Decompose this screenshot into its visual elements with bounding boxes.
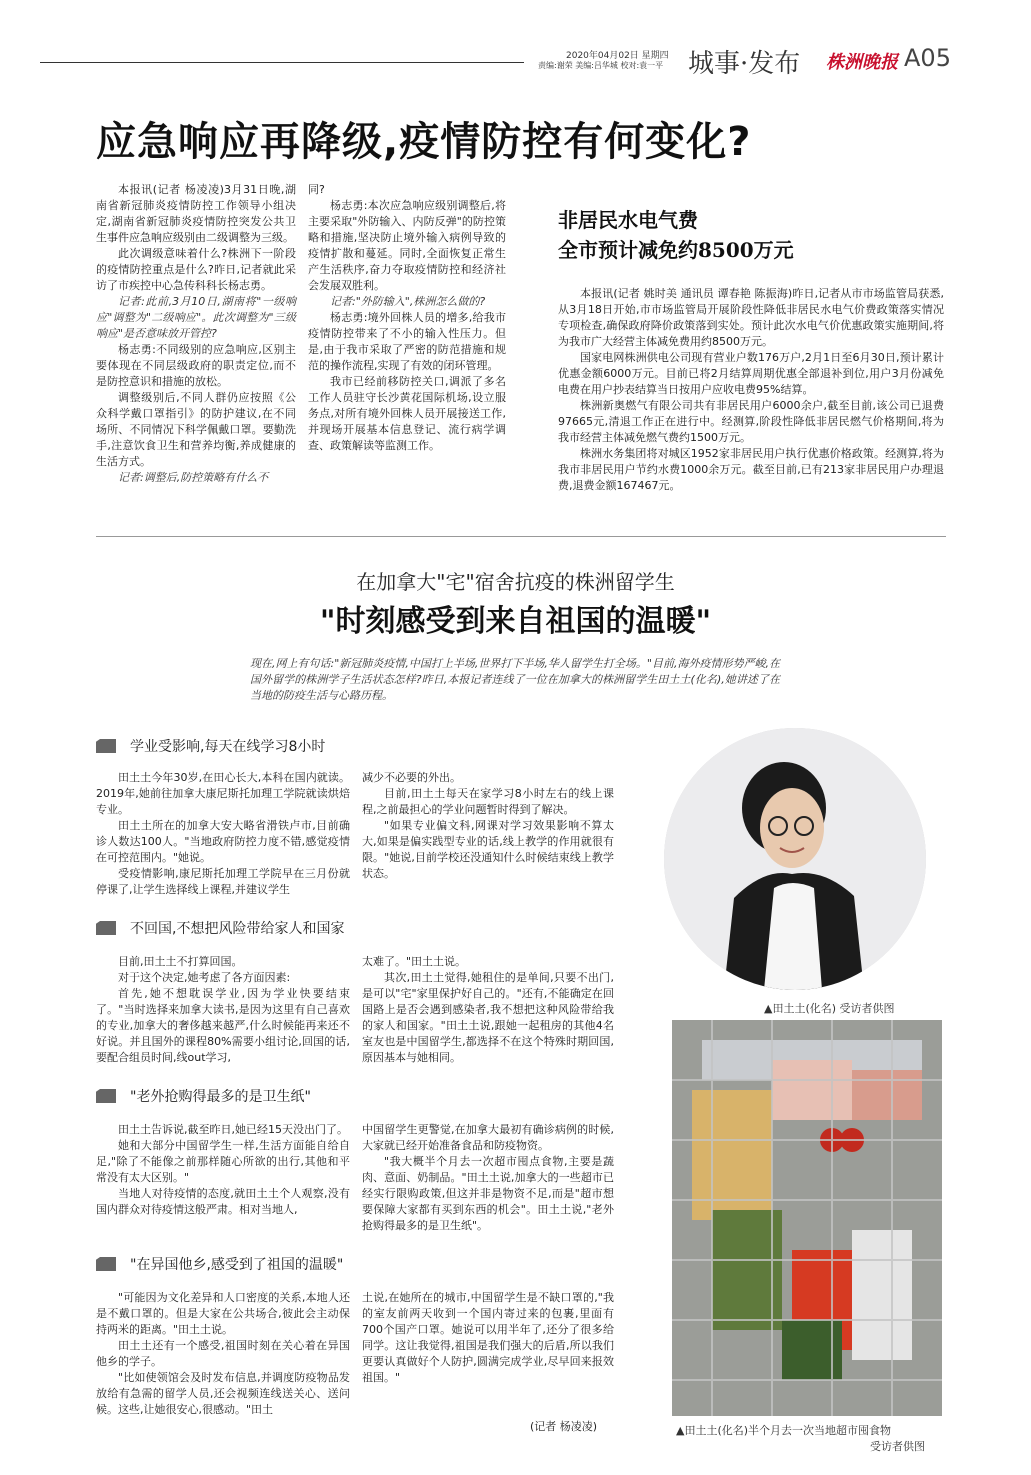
article1-col2 <box>308 182 506 454</box>
paragraph: 目前,田土土不打算回国。 <box>118 955 243 968</box>
paragraph: 株洲新奥燃气有限公司共有非居民用户6000余户,截至目前,该公司已退费97665元,清退工作正在进行中。经测算,阶段性降低非居民燃气价格期间,将为我市经营主体减免燃气费约1500万元。 <box>558 399 944 444</box>
paragraph: 国家电网株洲供电公司现有营业户数176万户,2月1日至6月30日,预计累计优惠金额6000万元。目前已将2月结算周期优惠全部退补到位,用户3月份减免电费在用户抄表结算当日按用户应收电费95%结算。 <box>558 351 944 396</box>
portrait-illustration <box>664 728 926 990</box>
page-number: A05 <box>904 44 951 72</box>
paragraph: 我市已经前移防控关口,调派了多名工作人员驻守长沙黄花国际机场,设立服务点,对所有境外回株人员开展接送工作,并现场开展基本信息登记、流行病学调查、政策解读等监测工作。 <box>308 375 506 452</box>
paragraph: 同? <box>308 183 325 196</box>
paragraph: 首先,她不想耽误学业,因为学业快要结束了。"当时选择来加拿大读书,是因为这里有自己喜欢的专业,加拿大的奢侈越来越严,什么时候能再来还不好说。并且国外的课程80%需要小组讨论,回国的话,要配合组员时间,线out学习, <box>96 987 350 1064</box>
paragraph: 土说,在她所在的城市,中国留学生是不缺口罩的,"我的室友前两天收到一个国内寄过来的包裹,里面有700个国产口罩。她说可以用半年了,还分了很多给同学。这让我觉得,祖国是我们强大的后盾,所以我们更要认真做好个人防护,圆满完成学业,尽早回来报效祖国。" <box>362 1291 614 1384</box>
paragraph: "比如使领馆会及时发布信息,并调度防疫物品发放给有急需的留学人员,还会视频连线送关心、送问候。这些,让她很安心,很感动。"田土 <box>96 1371 350 1416</box>
header-date: 2020年04月02日 星期四 <box>566 51 669 61</box>
article2-title-line1: 非居民水电气费 <box>558 208 698 232</box>
paragraph: "如果专业偏文科,网课对学习效果影响不算太大,如果是偏实践型专业的话,线上教学的作用就很有限。"她说,目前学校还没通知什么时候结束线上教学状态。 <box>362 819 614 880</box>
page-headline: 应急响应再降级,疫情防控有何变化? <box>96 119 752 165</box>
header-rule <box>40 62 524 63</box>
paragraph: 对于这个决定,她考虑了各方面因素: <box>118 971 291 984</box>
paragraph: 当地人对待疫情的态度,就田土土个人观察,没有国内群众对待疫情这般严肃。相对当地人, <box>96 1187 350 1216</box>
paragraph: 记者:调整后,防控策略有什么不 <box>118 471 269 484</box>
section-marker-icon <box>96 1089 116 1103</box>
section-marker-icon <box>96 739 116 753</box>
paragraph: 本报讯(记者 姚时美 通讯员 谭春艳 陈振海)昨日,记者从市市场监管局获悉,从3月18日开始,市市场监管局开展阶段性降低非居民水电气价费政策落实情况专项检查,确保政府降价政策落到实处。预计此次水电气价优惠政策实施期间,将为我市广大经营主体减免费用约8500万元。 <box>558 287 944 348</box>
paragraph: 杨志勇:本次应急响应级别调整后,将主要采取"外防输入、内防反弹"的防控策略和措施,坚决防止境外输入病例导致的疫情扩散和蔓延。同时,全面恢复正常生产生活秩序,奋力夺取疫情防控和经济社会发展双胜利。 <box>308 199 506 292</box>
section3-col2 <box>362 1122 614 1234</box>
feature-title: "时刻感受到来自祖国的温暖" <box>319 604 712 639</box>
paragraph: 杨志勇:境外回株人员的增多,给我市疫情防控带来了不小的输入性压力。但是,由于我市采取了严密的防范措施和规范的操作流程,实现了有效的闭环管理。 <box>308 311 506 372</box>
paragraph: 田土土今年30岁,在田心长大,本科在国内就读。2019年,她前往加拿大康尼斯托加理工学院就读烘焙专业。 <box>96 771 350 816</box>
article1-col1 <box>96 182 296 486</box>
paragraph: 杨志勇:不同级别的应急响应,区别主要体现在不同层级政府的职责定位,而不是防控意识和措施的放松。 <box>96 343 296 388</box>
shopping-cart-photo <box>672 1020 942 1416</box>
portrait-photo <box>664 728 926 990</box>
feature-kicker: 在加拿大"宅"宿舍抗疫的株洲留学生 <box>356 570 675 594</box>
section-title: 城事·发布 <box>688 49 801 79</box>
section4-col2 <box>362 1290 614 1386</box>
paragraph: 记者:"外防输入",株洲怎么做的? <box>330 295 486 308</box>
paragraph: 田土土告诉说,截至昨日,她已经15天没出门了。 <box>118 1123 348 1136</box>
cart-caption-line1: ▲田土土(化名)半个月去一次当地超市囤食物 <box>676 1424 892 1437</box>
paragraph: 记者:此前,3月10日,湖南将"一级响应"调整为"二级响应"。此次调整为"三级响应"是否意味放开管控? <box>96 295 296 340</box>
paragraph: 中国留学生更警觉,在加拿大最初有确诊病例的时候,大家就已经开始准备食品和防疫物资。 <box>362 1123 614 1152</box>
section3-col1 <box>96 1122 350 1218</box>
section-marker-icon <box>96 921 116 935</box>
cart-caption-line2: 受访者供图 <box>870 1440 925 1453</box>
paragraph: 田土土所在的加拿大安大略省滑铁卢市,目前确诊人数达100人。"当地政府防控力度不错,感觉疫情在可控范围内。"她说。 <box>96 819 350 864</box>
paper-logo: 株洲晚报 <box>826 52 898 73</box>
paragraph: 调整级别后,不同人群仍应按照《公众科学戴口罩指引》的防护建议,在不同场所、不同情况下科学佩戴口罩。要勤洗手,注意饮食卫生和营养均衡,养成健康的生活方式。 <box>96 391 296 468</box>
paragraph: 其次,田土土觉得,她租住的是单间,只要不出门,是可以"宅"家里保护好自己的。"还有,不能确定在回国路上是否会遇到感染者,我不想把这种风险带给我的家人和国家。"田土土说,跟她一起租房的其他4名室友也是中国留学生,都选择不在这个特殊时期回国,原因基本与她相同。 <box>362 971 614 1064</box>
paragraph: "可能因为文化差异和人口密度的关系,本地人还是不戴口罩的。但是大家在公共场合,彼此会主动保持两米的距离。"田土土说。 <box>96 1291 350 1336</box>
section1-col2 <box>362 770 614 882</box>
paragraph: 目前,田土土每天在家学习8小时左右的线上课程,之前最担心的学业问题暂时得到了解决。 <box>362 787 614 816</box>
paragraph: 此次调级意味着什么?株洲下一阶段的疫情防控重点是什么?昨日,记者就此采访了市疾控中心急传科科长杨志勇。 <box>96 247 296 292</box>
portrait-caption: ▲田土土(化名) 受访者供图 <box>764 1002 895 1015</box>
section1-col1 <box>96 770 350 898</box>
header-editors: 责编:谢荣 美编:吕华城 校对:袁一平 <box>538 61 664 70</box>
paragraph: "我大概半个月去一次超市囤点食物,主要是蔬肉、意面、奶制品。"田土土说,加拿大的一些超市已经实行限购政策,但这并非是物资不足,而是"超市想要保障大家都有买到东西的机会"。田土土说,"老外抢购得最多的是卫生纸"。 <box>362 1155 614 1232</box>
paragraph: 田土土还有一个感受,祖国时刻在关心着在异国他乡的学子。 <box>96 1339 350 1368</box>
byline: (记者 杨凌凌) <box>530 1420 598 1433</box>
section-marker-icon <box>96 1257 116 1271</box>
paragraph: 她和大部分中国留学生一样,生活方面能自给自足,"除了不能像之前那样随心所欲的出行,其他和平常没有太大区别。" <box>96 1139 350 1184</box>
article2-title-line2: 全市预计减免约8500万元 <box>558 238 794 262</box>
paragraph: 本报讯(记者 杨凌凌)3月31日晚,湖南省新冠肺炎疫情防控工作领导小组决定,湖南省新冠肺炎疫情防控突发公共卫生事件应急响应级别由二级调整为三级。 <box>96 183 296 244</box>
paragraph: 株洲水务集团将对城区1952家非居民用户执行优惠价格政策。经测算,将为我市非居民用户节约水费1000余万元。截至目前,已有213家非居民用户办理退费,退费金额167467元。 <box>558 447 944 492</box>
article2-body <box>558 286 944 494</box>
section4-col1 <box>96 1290 350 1418</box>
section-divider <box>96 536 946 537</box>
section2-col1 <box>96 954 350 1066</box>
cart-illustration <box>672 1020 942 1416</box>
paragraph: 太难了。"田土土说。 <box>362 955 467 968</box>
paragraph: 受疫情影响,康尼斯托加理工学院早在三月份就停课了,让学生选择线上课程,并建议学生 <box>96 867 350 896</box>
section2-col2 <box>362 954 614 1066</box>
paragraph: 减少不必要的外出。 <box>362 771 461 784</box>
feature-intro: 现在,网上有句话:"新冠肺炎疫情,中国打上半场,世界打下半场,华人留学生打全场。"目前,海外疫情形势严峻,在国外留学的株洲学子生活状态怎样?昨日,本报记者连线了一位在加拿大的株洲留学生田土土(化名),她讲述了在当地的防疫生活与心路历程。 <box>250 657 780 702</box>
